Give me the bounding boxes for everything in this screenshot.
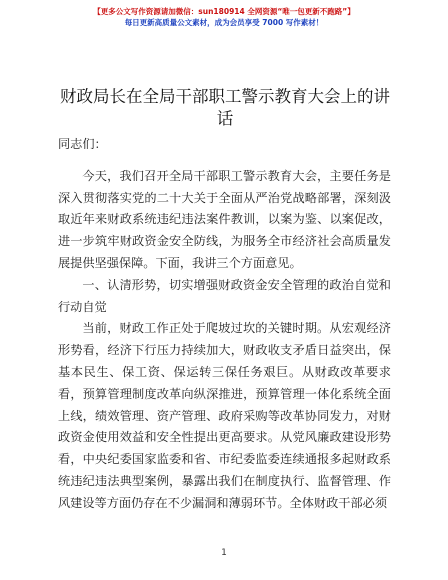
document-body [58, 134, 391, 515]
document-title: 财政局长在全局干部职工警示教育大会上的讲话 [60, 87, 390, 128]
greeting: 同志们： [58, 137, 107, 151]
page-number: 1 [221, 548, 227, 558]
section-heading-1: 一、认清形势，切实增强财政资金安全管理的政治自觉和行动自觉 [58, 277, 391, 314]
promo-banner-line-1: 【更多公文写作资源请加微信：sun180914 全网资源“唯一包更新不跑路”】 [93, 7, 355, 16]
paragraph-situation: 当前，财政工作正处于爬坡过坎的关键时期。从宏观经济形势看，经济下行压力持续加大，财政收支矛盾日益突出，保基本民生、保工资、保运转三保任务艰巨。从财政改革要求看，预算管理制度改革向纵深推进，预算管理一体化系统全面上线，绩效管理、资产管理、政府采购等改革协同发力，对财政资金使用效益和安全性提出更高要求。从党风廉政建设形势看，中央纪委国家监委和省、市纪委监委连续通报多起财政系统违纪违法典型案例，暴露出我们在制度执行、监督管理、作风建设等方面仍存在不少漏洞和薄弱环节。全体财政干部必须 [58, 321, 391, 510]
paragraph-intro: 今天，我们召开全局干部职工警示教育大会，主要任务是深入贯彻落实党的二十大关于全面从严治党战略部署，深刻汲取近年来财政系统违纪违法案件教训，以案为鉴、以案促改，进一步筑牢财政资金安全防线，为服务全市经济社会高质量发展提供坚强保障。下面，我讲三个方面意见。 [58, 168, 391, 270]
promo-banner-line-2: 每日更新高质量公文素材，成为会员享受 7000 写作素材！ [124, 18, 324, 27]
promo-banner [0, 6, 448, 28]
